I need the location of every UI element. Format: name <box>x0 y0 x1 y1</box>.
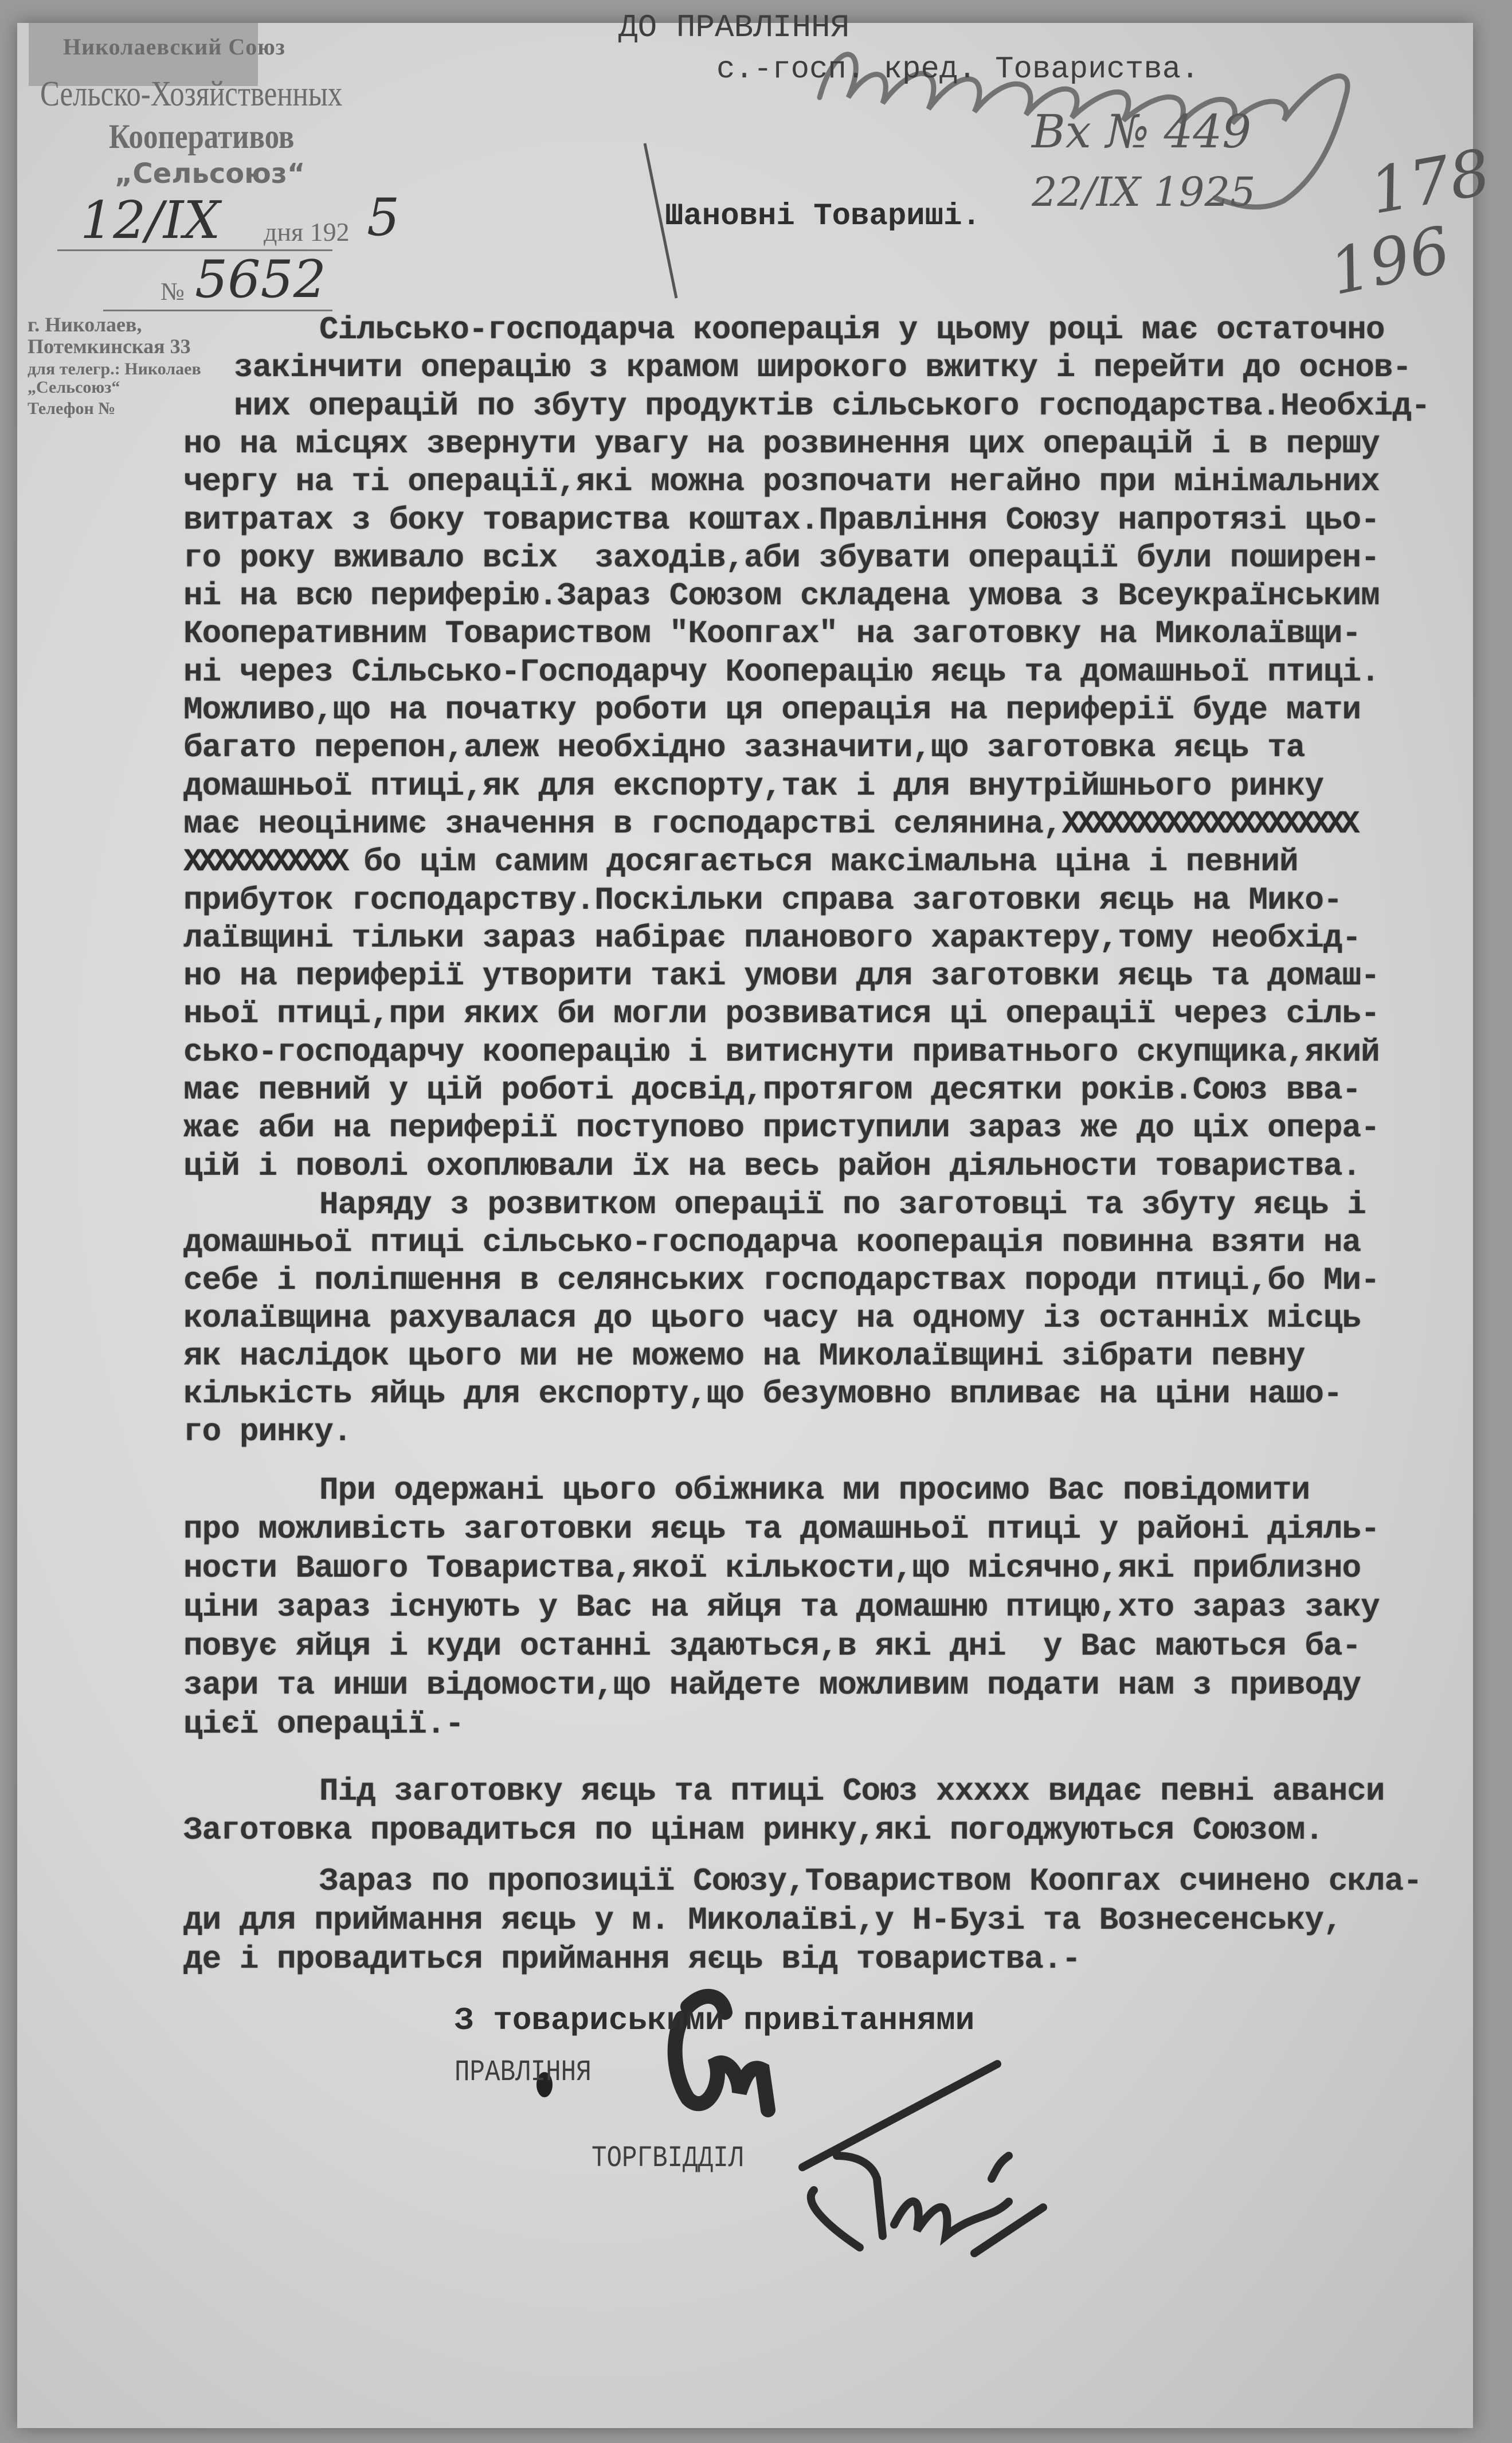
addressee: ДО ПРАВЛІННЯ <box>618 9 850 46</box>
line-text: сько-господарчу кооперацію і витиснути приватнього скупщика,який <box>183 1033 1380 1070</box>
body-line <box>183 1109 1380 1147</box>
body-line <box>183 577 1380 615</box>
body-line <box>183 729 1305 767</box>
handwritten-outgoing-number: 5652 <box>195 249 327 310</box>
body-line <box>183 995 1380 1033</box>
body-line <box>183 1299 1361 1337</box>
signatory-board: ПРАВЛІННЯ <box>455 2055 592 2089</box>
handwritten-page-number: 196 <box>1323 212 1456 310</box>
line-text: про можливість заготовки яєць та домашньої птиці у районі діяль- <box>183 1511 1380 1547</box>
body-line <box>183 1224 1361 1261</box>
body-line <box>183 1705 464 1743</box>
line-text: має неоцінимє значення в господарстві селянина, <box>183 805 1062 842</box>
line-text: ности Вашого Товариства,якої кількости,що місячно,які приблизно <box>183 1550 1361 1586</box>
addressee-line-2: с.-госп. кред. Товариства. <box>716 52 1200 87</box>
body-line <box>183 501 1380 539</box>
body-line <box>183 1261 1380 1299</box>
line-text: Під заготовку яєць та птиці Союз ххххх видає певні аванси <box>319 1773 1385 1809</box>
line-text: Заготовка провадиться по цінам ринку,які погоджуються Союзом. <box>183 1812 1323 1848</box>
body-line <box>234 387 1430 425</box>
line-text: При одержані цього обіжника ми просимо Вас повідомити <box>319 1472 1310 1508</box>
line-text: лаївщині тільки зараз набірає планового характеру,тому необхід- <box>183 919 1361 956</box>
body-line <box>234 349 1411 386</box>
line-text: повує яйця і куди останні здаються,в які дні у Вас маються ба- <box>183 1628 1361 1664</box>
stamp-line-4: „Сельсоюз“ <box>115 158 305 190</box>
body-line <box>183 919 1361 957</box>
body-line <box>183 805 1356 843</box>
line-text: го ринку. <box>183 1413 352 1450</box>
line-text: має певний у цій роботі досвід,протягом десятки років.Союз вва- <box>183 1072 1361 1108</box>
body-line <box>319 1471 1310 1509</box>
body-line <box>183 1413 351 1451</box>
handwritten-page-number-old: 178 <box>1364 135 1496 229</box>
handwritten-incoming-number: Вх № 449 <box>1032 105 1252 158</box>
body-line <box>183 463 1380 501</box>
body-line <box>183 1627 1361 1665</box>
line-text: домашньої птиці сільсько-господарча кооперація повинна взяти на <box>183 1224 1361 1261</box>
line-text: багато перепон,алеж необхідно зазначити,що заготовка яєць та <box>183 729 1305 767</box>
line-text: ні на всю периферію.Зараз Союзом складена умова з Всеукраїнським <box>183 577 1380 615</box>
line-text: Кооперативним Товариством "Коопгах" на заготовку на Миколаївщи- <box>183 615 1361 652</box>
stamp-line-2: Сельско-Хозяйственных <box>40 75 343 114</box>
body-line <box>183 1901 1342 1939</box>
body-line <box>183 539 1380 577</box>
line-text: закінчити операцію з крамом широкого вжитку і перейти до основ- <box>234 349 1412 386</box>
body-line <box>319 1186 1366 1224</box>
line-text: го року вживало всіх заходів,аби збувати операції були поширен- <box>183 539 1380 576</box>
handwritten-year-digit: 5 <box>367 187 400 248</box>
closing-greeting: З товариськими привітаннями <box>455 2002 975 2039</box>
body-line <box>183 1147 1361 1185</box>
line-text: кількість яйць для експорту,що безумовно впливає на ціни нашо- <box>183 1375 1342 1412</box>
line-text: як наслідок цього ми не можемо на Миколаївщині зібрати певну <box>183 1338 1305 1374</box>
line-text: но на місцях звернути увагу на розвинення цих операцій і в першу <box>183 425 1380 462</box>
body-line <box>183 1588 1380 1626</box>
body-line <box>183 957 1380 995</box>
body-line <box>183 1337 1305 1375</box>
handwritten-date: 12/IX <box>80 190 221 251</box>
line-text: бо цім самим досягається максімальна ціна і певний <box>344 843 1298 881</box>
stamp-number-label: № <box>160 277 185 306</box>
line-text: домашньої птиці,як для експорту,так і для внутрійшнього ринку <box>183 767 1323 804</box>
line-text: Можливо,що на початку роботи ця операція на периферії буде мати <box>183 691 1361 728</box>
handwritten-incoming-date: 22/IX 1925 <box>1032 169 1256 216</box>
body-line <box>183 1510 1380 1548</box>
body-line <box>183 1666 1361 1704</box>
stamp-telegraph: для телегр.: Николаев „Сельсоюз“ <box>28 359 201 397</box>
struck-out-text: ХХХХХХХХХХХХХХХХХХХХ <box>1061 805 1356 842</box>
body-line <box>183 1811 1323 1849</box>
body-line <box>183 1071 1361 1109</box>
body-line <box>183 767 1323 805</box>
line-text: них операцій по збуту продуктів сільського господарства.Необхід- <box>234 387 1430 424</box>
body-line <box>183 1940 1080 1978</box>
struck-out-text: ХХХХХХХХХХХ <box>183 843 345 881</box>
line-text: цій і поволі охоплювали їх на весь район діяльности товариства. <box>183 1147 1361 1185</box>
body-line <box>319 1862 1422 1900</box>
body-line <box>183 615 1361 652</box>
line-text: жає аби на периферії поступово приступили зараз же до ціх опера- <box>183 1109 1380 1147</box>
body-line <box>183 653 1380 691</box>
line-text: зари та инши відомости,що найдете можливим подати нам з приводу <box>183 1667 1361 1703</box>
signature-trade-dept <box>802 2064 1043 2253</box>
line-text: Зараз по пропозиції Союзу,Товариством Коопгах счинено скла- <box>319 1863 1422 1899</box>
body-line <box>183 425 1380 463</box>
body-line <box>319 1772 1385 1810</box>
line-text: Наряду з розвитком операції по заготовці та збуту яєць і <box>319 1186 1366 1223</box>
body-line <box>183 843 1298 881</box>
body-line <box>319 311 1385 349</box>
stamp-address: г. Николаев, Потемкинская 33 <box>28 313 191 358</box>
stamp-line-1: Николаевский Союз <box>63 34 285 60</box>
line-text: себе і поліпшення в селянських господарствах породи птиці,бо Ми- <box>183 1262 1380 1299</box>
line-text: прибуток господарству.Поскільки справа заготовки яєць на Мико- <box>183 881 1342 918</box>
line-text: де і провадиться приймання яєць від товариства.- <box>183 1941 1081 1977</box>
body-line <box>183 1375 1342 1413</box>
line-text: колаївщина рахувалася до цього часу на одному із останніх місць <box>183 1300 1361 1336</box>
line-text: Сільсько-господарча кооперація у цьому році має остаточно <box>319 311 1385 348</box>
line-text: ди для приймання яєць у м. Миколаїві,у Н-Бузі та Вознесенську, <box>183 1902 1342 1938</box>
line-text: ньої птиці,при яких би могли розвиватися ці операції через сіль- <box>183 995 1380 1033</box>
line-text: ні через Сільсько-Господарчу Кооперацію яєць та домашньої птиці. <box>183 653 1380 690</box>
stamp-date-label: дня 192 <box>264 217 350 247</box>
line-text: чергу на ті операції,які можна розпочати негайно при мінімальних <box>183 463 1380 501</box>
signatory-trade-dept: ТОРГВІДДІЛ <box>592 2141 744 2175</box>
body-line <box>183 1549 1361 1587</box>
body-line <box>183 1033 1380 1071</box>
line-text: цієї операції.- <box>183 1706 464 1742</box>
line-text: витратах з боку товариства коштах.Правління Союзу напротязі цьо- <box>183 501 1380 538</box>
line-text: ціни зараз існують у Вас на яйця та домашню птицю,хто зараз заку <box>183 1589 1380 1625</box>
body-line <box>183 691 1361 729</box>
stamp-line-3: Кооперативов <box>109 118 295 155</box>
line-text: но на периферії утворити такі умови для заготовки яєць та домаш- <box>183 957 1380 995</box>
salutation: Шановні Товариші. <box>665 199 981 234</box>
stamp-phone: Телефон № <box>28 399 116 418</box>
body-line <box>183 881 1342 919</box>
